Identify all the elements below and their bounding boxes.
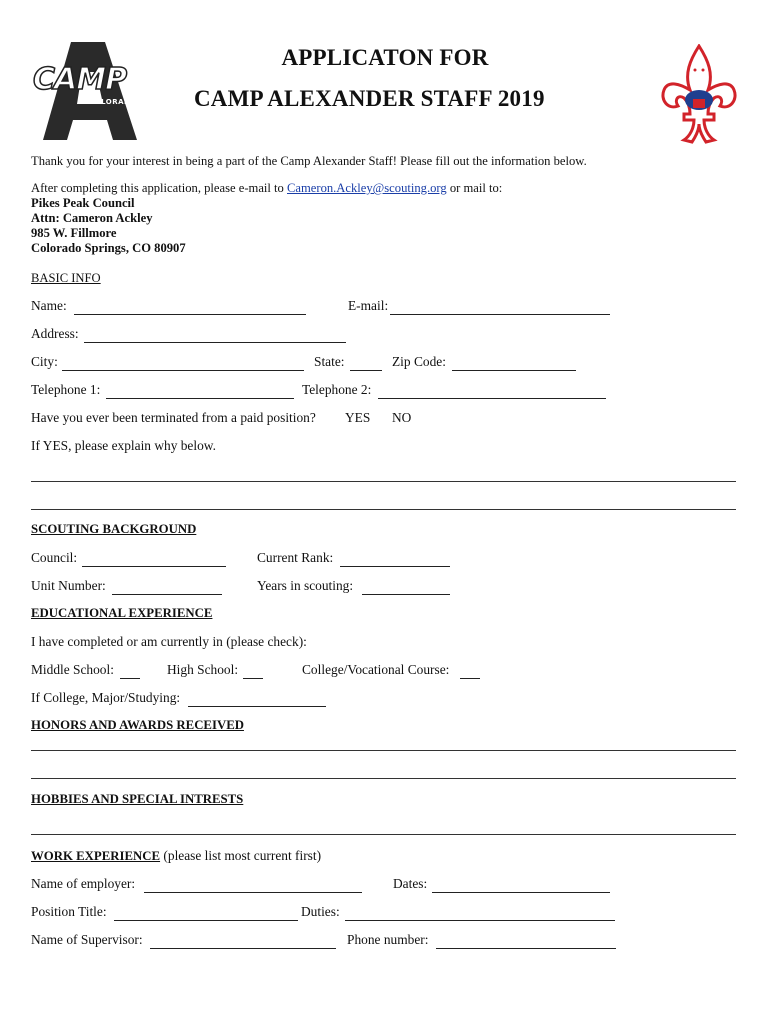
middle-school-label: Middle School: <box>31 662 114 677</box>
bsa-emblem <box>660 44 738 144</box>
phone-label: Phone number: <box>347 932 429 947</box>
basic-info-heading: BASIC INFO <box>31 271 101 285</box>
terminated-question: Have you ever been terminated from a paid position? <box>31 410 316 425</box>
telephone1-field[interactable] <box>106 398 294 399</box>
position-field[interactable] <box>114 920 298 921</box>
unit-label: Unit Number: <box>31 578 106 593</box>
employer-field[interactable] <box>144 892 362 893</box>
terminated-no-option[interactable]: NO <box>392 410 412 425</box>
honors-line-2[interactable] <box>31 778 736 779</box>
work-heading-row <box>31 848 321 864</box>
phone-field[interactable] <box>436 948 616 949</box>
dates-label: Dates: <box>393 876 428 891</box>
state-field[interactable] <box>350 370 382 371</box>
state-label: State: <box>314 354 345 369</box>
zip-field[interactable] <box>452 370 576 371</box>
camp-logo-sub: COLORADO <box>89 98 137 106</box>
work-heading: WORK EXPERIENCE <box>31 849 161 863</box>
city-field[interactable] <box>62 370 304 371</box>
name-field[interactable] <box>74 314 306 315</box>
fleur-de-lis-icon <box>660 44 738 144</box>
employer-label: Name of employer: <box>31 876 136 891</box>
explain-label: If YES, please explain why below. <box>31 438 216 453</box>
explain-line-1[interactable] <box>31 481 736 482</box>
unit-field[interactable] <box>112 594 222 595</box>
mail-address-line1: Pikes Peak Council <box>31 196 135 210</box>
name-label: Name: <box>31 298 67 313</box>
address-label: Address: <box>31 326 79 341</box>
terminated-yes-option[interactable]: YES <box>345 410 371 425</box>
council-field[interactable] <box>82 566 226 567</box>
email-field[interactable] <box>390 314 610 315</box>
major-label: If College, Major/Studying: <box>31 690 181 705</box>
intro-instructions <box>31 181 502 196</box>
duties-label: Duties: <box>301 904 340 919</box>
intro-after-post: or mail to: <box>446 181 503 195</box>
supervisor-label: Name of Supervisor: <box>31 932 143 947</box>
years-field[interactable] <box>362 594 450 595</box>
college-check[interactable] <box>460 678 480 679</box>
telephone1-label: Telephone 1: <box>31 382 101 397</box>
city-label: City: <box>31 354 58 369</box>
years-label: Years in scouting: <box>257 578 354 593</box>
college-label: College/Vocational Course: <box>302 662 450 677</box>
hobbies-line[interactable] <box>31 834 736 835</box>
mail-address-line4: Colorado Springs, CO 80907 <box>31 241 186 255</box>
education-heading: EDUCATIONAL EXPERIENCE <box>31 606 213 620</box>
dates-field[interactable] <box>432 892 610 893</box>
mail-address-line2: Attn: Cameron Ackley <box>31 211 153 225</box>
position-label: Position Title: <box>31 904 107 919</box>
title-line1: APPLICATON FOR <box>281 45 489 70</box>
council-label: Council: <box>31 550 78 565</box>
honors-line-1[interactable] <box>31 750 736 751</box>
mail-address-line3: 985 W. Fillmore <box>31 226 117 240</box>
explain-line-2[interactable] <box>31 509 736 510</box>
honors-heading: HONORS AND AWARDS RECEIVED <box>31 718 244 732</box>
duties-field[interactable] <box>345 920 615 921</box>
zip-label: Zip Code: <box>392 354 446 369</box>
scouting-heading: SCOUTING BACKGROUND <box>31 522 197 536</box>
telephone2-label: Telephone 2: <box>302 382 372 397</box>
title-line2: CAMP ALEXANDER STAFF 2019 <box>194 86 545 111</box>
major-field[interactable] <box>188 706 326 707</box>
email-link[interactable]: Cameron.Ackley@scouting.org <box>287 181 447 195</box>
education-prompt: I have completed or am currently in (please check): <box>31 634 307 649</box>
camp-logo-text: CAMP <box>33 62 127 97</box>
supervisor-field[interactable] <box>150 948 336 949</box>
hobbies-heading: HOBBIES AND SPECIAL INTRESTS <box>31 792 244 806</box>
high-school-check[interactable] <box>243 678 263 679</box>
rank-field[interactable] <box>340 566 450 567</box>
rank-label: Current Rank: <box>257 550 334 565</box>
middle-school-check[interactable] <box>120 678 140 679</box>
email-label: E-mail: <box>348 298 389 313</box>
telephone2-field[interactable] <box>378 398 606 399</box>
address-field[interactable] <box>84 342 346 343</box>
high-school-label: High School: <box>167 662 239 677</box>
work-heading-note: (please list most current first) <box>160 848 322 863</box>
intro-thanks: Thank you for your interest in being a part of the Camp Alexander Staff! Please fill out the information below. <box>31 154 587 168</box>
intro-after-pre: After completing this application, please e-mail to <box>31 181 287 195</box>
